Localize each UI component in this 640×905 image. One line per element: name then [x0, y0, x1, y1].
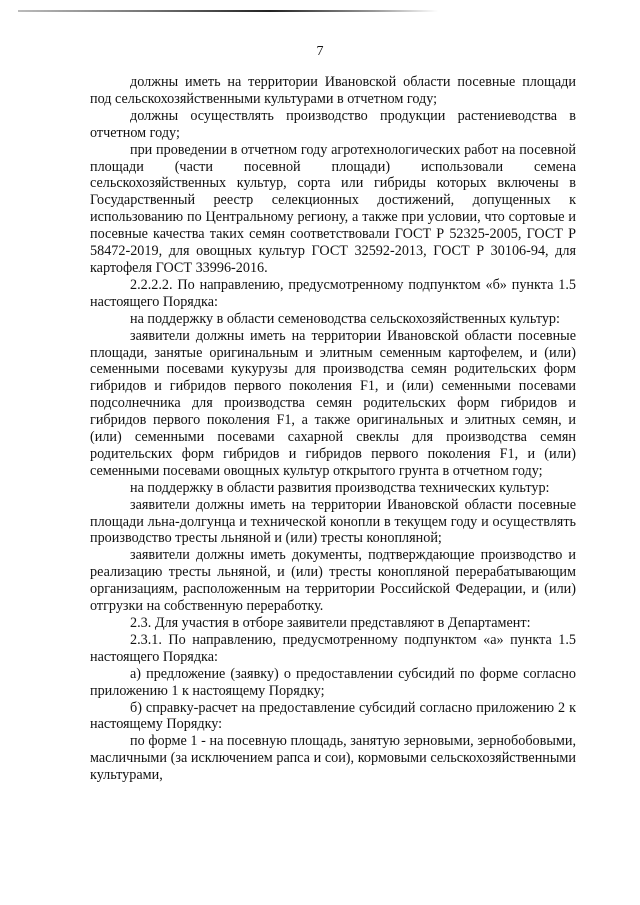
paragraph: на поддержку в области семеноводства сельскохозяйственных культур: [130, 310, 560, 327]
paragraph: 2.3.1. По направлению, предусмотренному подпунктом «а» пункта 1.5 настоящего Порядка: [90, 631, 576, 665]
page-number: 7 [316, 44, 324, 59]
paragraph: заявители должны иметь на территории Ивановской области посевные площади льна-долгунца и технической конопли в текущем году и осуществлять производство тресты льняной и (или) тресты конопляной; [90, 496, 576, 547]
paragraph: должны осуществлять производство продукции растениеводства в отчетном году; [90, 107, 576, 141]
scan-artifact-line [18, 10, 438, 12]
paragraph: должны иметь на территории Ивановской области посевные площади под сельскохозяйственными культурами в отчетном году; [90, 74, 576, 107]
document-body [90, 74, 576, 784]
paragraph: по форме 1 - на посевную площадь, занятую зерновыми, зернобобовыми, масличными (за исключением рапса и сои), кормовыми сельскохозяйственными культурами, [90, 733, 576, 784]
paragraph: 2.3. Для участия в отборе заявители представляют в Департамент: [130, 615, 531, 631]
paragraph: на поддержку в области развития производства технических культур: [130, 479, 550, 496]
paragraph: б) справку-расчет на предоставление субсидий согласно приложению 2 к настоящему Порядку: [90, 699, 576, 733]
paragraph: при проведении в отчетном году агротехнологических работ на посевной площади (части посевной площади) использовали семена сельскохозяйственных культур, сорта или гибриды которых включены в Государственный реестр селекционных достижений, допущенных к использованию по Центральному региону, а также при условии, что сортовые и посевные качества таких семян соответствовали ГОСТ Р 52325-2005, ГОСТ Р 58472-2019, для овощных культур ГОСТ 32592-2013, ГОСТ Р 30106-94, для картофеля ГОСТ 33996-2016. [90, 141, 576, 276]
paragraph: заявители должны иметь документы, подтверждающие производство и реализацию тресты льняной, и (или) тресты конопляной перерабатывающим организациям, расположенным на территории Российской Федерации, и (или) отгрузки на собственную переработку. [90, 547, 576, 615]
paragraph: 2.2.2.2. По направлению, предусмотренному подпунктом «б» пункта 1.5 настоящего Порядка: [90, 276, 576, 310]
paragraph: а) предложение (заявку) о предоставлении субсидий по форме согласно приложению 1 к настоящему Порядку; [90, 665, 576, 699]
paragraph: заявители должны иметь на территории Ивановской области посевные площади, занятые оригинальным и элитным семенным картофелем, и (или) семенными посевами кукурузы для производства семян родительских форм гибридов и гибридов первого поколения F1, и (или) семенными посевами подсолнечника для производства семян родительских форм гибридов и гибридов первого поколения F1, а также оригинальных и элитных семян, и (или) семенными посевами сахарной свеклы для производства семян родительских форм гибридов и гибридов первого поколения F1, и (или) семенными посевами овощных культур открытого грунта в отчетном году; [90, 327, 576, 479]
